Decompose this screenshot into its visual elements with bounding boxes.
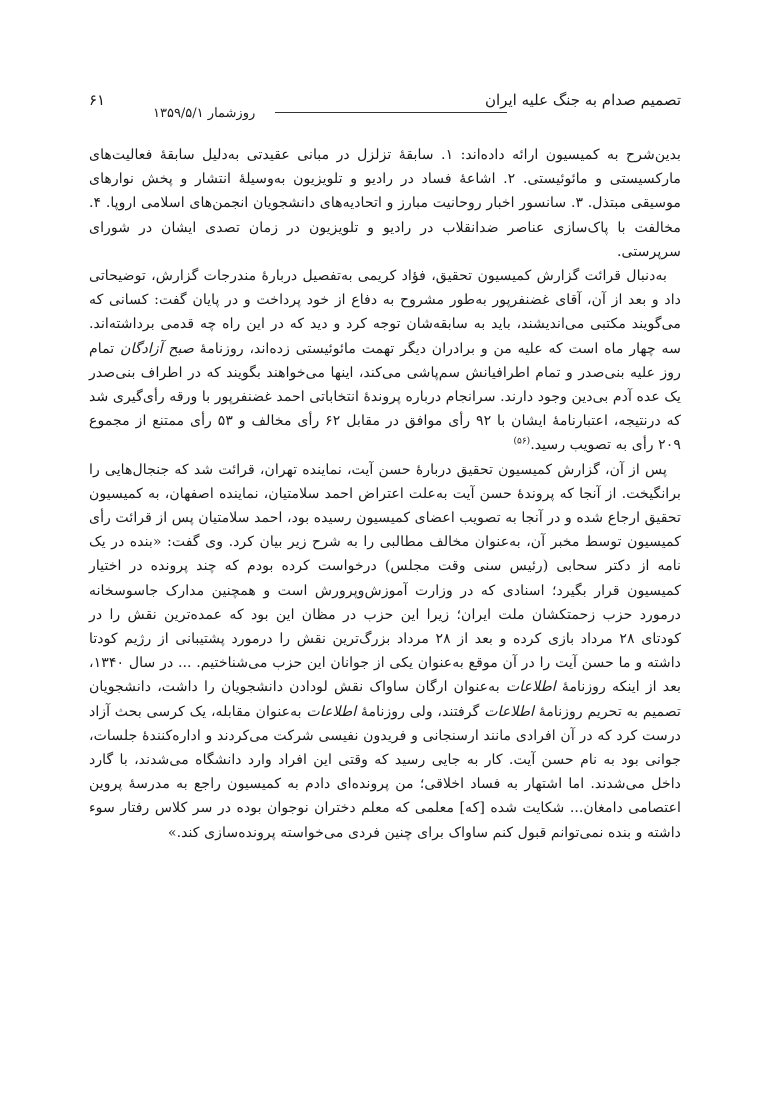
paragraph-2: به‌دنبال قرائت گزارش کمیسیون تحقیق، فؤاد کریمی به‌تفصیل دربارهٔ مندرجات گزارش، توضیحاتی داد و بعد از آن، آقای غضنفرپور به‌طور مشروح به دفاع از خود پرداخت و در پایان گفت: کسانی که می‌گویند مکتبی می‌اندیشند، باید به سابقه‌شان توجه کرد و دید که در این راه چه قدمی برداشته‌اند. سه چهار ماه است که علیه من و برادران دیگر تهمت مائوئیستی زده‌اند، روزنامهٔ صبح آزادگان تمام روز علیه بنی‌صدر و تمام اطرافیانش سم‌پاشی می‌کند، اینها می‌خواهند بگویند که در اطراف بنی‌صدر یک عده آدم بی‌دین وجود دارند. سرانجام درباره پروندهٔ انتخاباتی احمد غضنفرپور با ورقه رأی‌گیری شد که درنتیجه، اعتبارنامهٔ ایشان با ۹۲ رأی موافق در مقابل ۶۲ رأی مخالف و ۵۳ رأی ممتنع از مجموع ۲۰۹ رأی به تصویب رسید.$^{(۵۶)}$ bbox=[89, 268, 681, 454]
running-header bbox=[89, 90, 681, 124]
header-rule bbox=[275, 112, 507, 113]
paragraph-1: بدین‌شرح به کمیسیون ارائه داده‌اند: ۱. سابقهٔ تزلزل در مبانی عقیدتی به‌دلیل سابقهٔ فعالیت‌های مارکسیستی و مائوئیستی. ۲. اشاعهٔ فساد در رادیو و تلویزیون به‌وسیلهٔ انتشار و پخش نوارهای موسیقی مبتذل. ۳. سانسور اخبار روحانیت مبارز و اتحادیه‌های دانشجویان انجمن‌های اسلامی اروپا. ۴. مخالفت با پاک‌سازی عناصر ضدانقلاب در رادیو و تلویزیون در زمان تصدی ایشان در شورای سرپرستی. bbox=[89, 147, 682, 260]
newspaper-name: اطلاعات bbox=[505, 679, 556, 696]
newspaper-name: اطلاعات bbox=[306, 703, 357, 720]
book-title: تصمیم صدام به جنگ علیه ایران bbox=[485, 91, 681, 109]
chapter-date: روزشمار ۱۳۵۹/۵/۱ bbox=[153, 106, 256, 121]
newspaper-name: اطلاعات bbox=[484, 703, 534, 720]
body-text bbox=[89, 143, 681, 845]
paragraph-3: پس از آن، گزارش کمیسیون تحقیق دربارهٔ حسن آیت، نماینده تهران، قرائت شد که جنجال‌هایی را برانگیخت. از آنجا که پروندهٔ حسن آیت به‌علت اعتراض احمد سلامتیان، نماینده اصفهان، به کمیسیون تحقیق ارجاع شده و در آنجا به تصویب اعضای کمیسیون رسیده بود، احمد سلامتیان پس از قرائت رأی کمیسیون توسط مخبر آن، به‌عنوان مخالف مطالبی را به شرح زیر بیان کرد. وی گفت: «بنده در یک نامه از دکتر سحابی (رئیس سنی وقت مجلس) درخواست کرده بودم که چند پرونده در اختیار کمیسیون قرار بگیرد؛ اسنادی که در وزارت آموزش‌وپرورش است و همچنین مدارک جاسوسخانه درمورد حزب زحمتکشان ملت ایران؛ زیرا این حزب در مظان این بود که عمده‌ترین نقش را در کودتای ۲۸ مرداد بازی کرده و بعد از ۲۸ مرداد بزرگ‌ترین نقش را درمورد پشتیبانی از رژیم کودتا داشته و ما حسن آیت را در آن موقع به‌عنوان یکی از جوانان این حزب می‌شناختیم. ... در سال ۱۳۴۰، بعد از اینکه روزنامهٔ اطلاعات به‌عنوان ارگان ساواک نقش لودادن دانشجویان را داشت، دانشجویان تصمیم به تحریم روزنامهٔ اطلاعات گرفتند، ولی روزنامهٔ اطلاعات به‌عنوان مقابله، یک کرسی بحث آزاد درست کرد که در آن افرادی مانند ارسنجانی و فریدون نفیسی شرکت می‌کردند و اداره‌کنندهٔ جلسات، جوانی بود به نام حسن آیت. کار به جایی رسید که وقتی این افراد وارد دانشگاه می‌شدند، با گارد داخل می‌شدند. اما اشتهار به فساد اخلاقی؛ من پرونده‌ای دادم به کمیسیون راجع به مدرسهٔ پروین اعتصامی دامغان... شکایت شده [که] معلمی که معلم دختران نوجوان بوده در سر کلاس رفتار سوء داشته و بنده نمی‌توانم قبول کنم ساواک برای چنین فردی می‌خواسته پرونده‌سازی کند.» bbox=[89, 461, 682, 841]
footnote-ref: (۵۶) bbox=[513, 436, 531, 447]
page-number: ۶۱ bbox=[89, 91, 106, 109]
newspaper-name: صبح آزادگان bbox=[120, 340, 194, 357]
